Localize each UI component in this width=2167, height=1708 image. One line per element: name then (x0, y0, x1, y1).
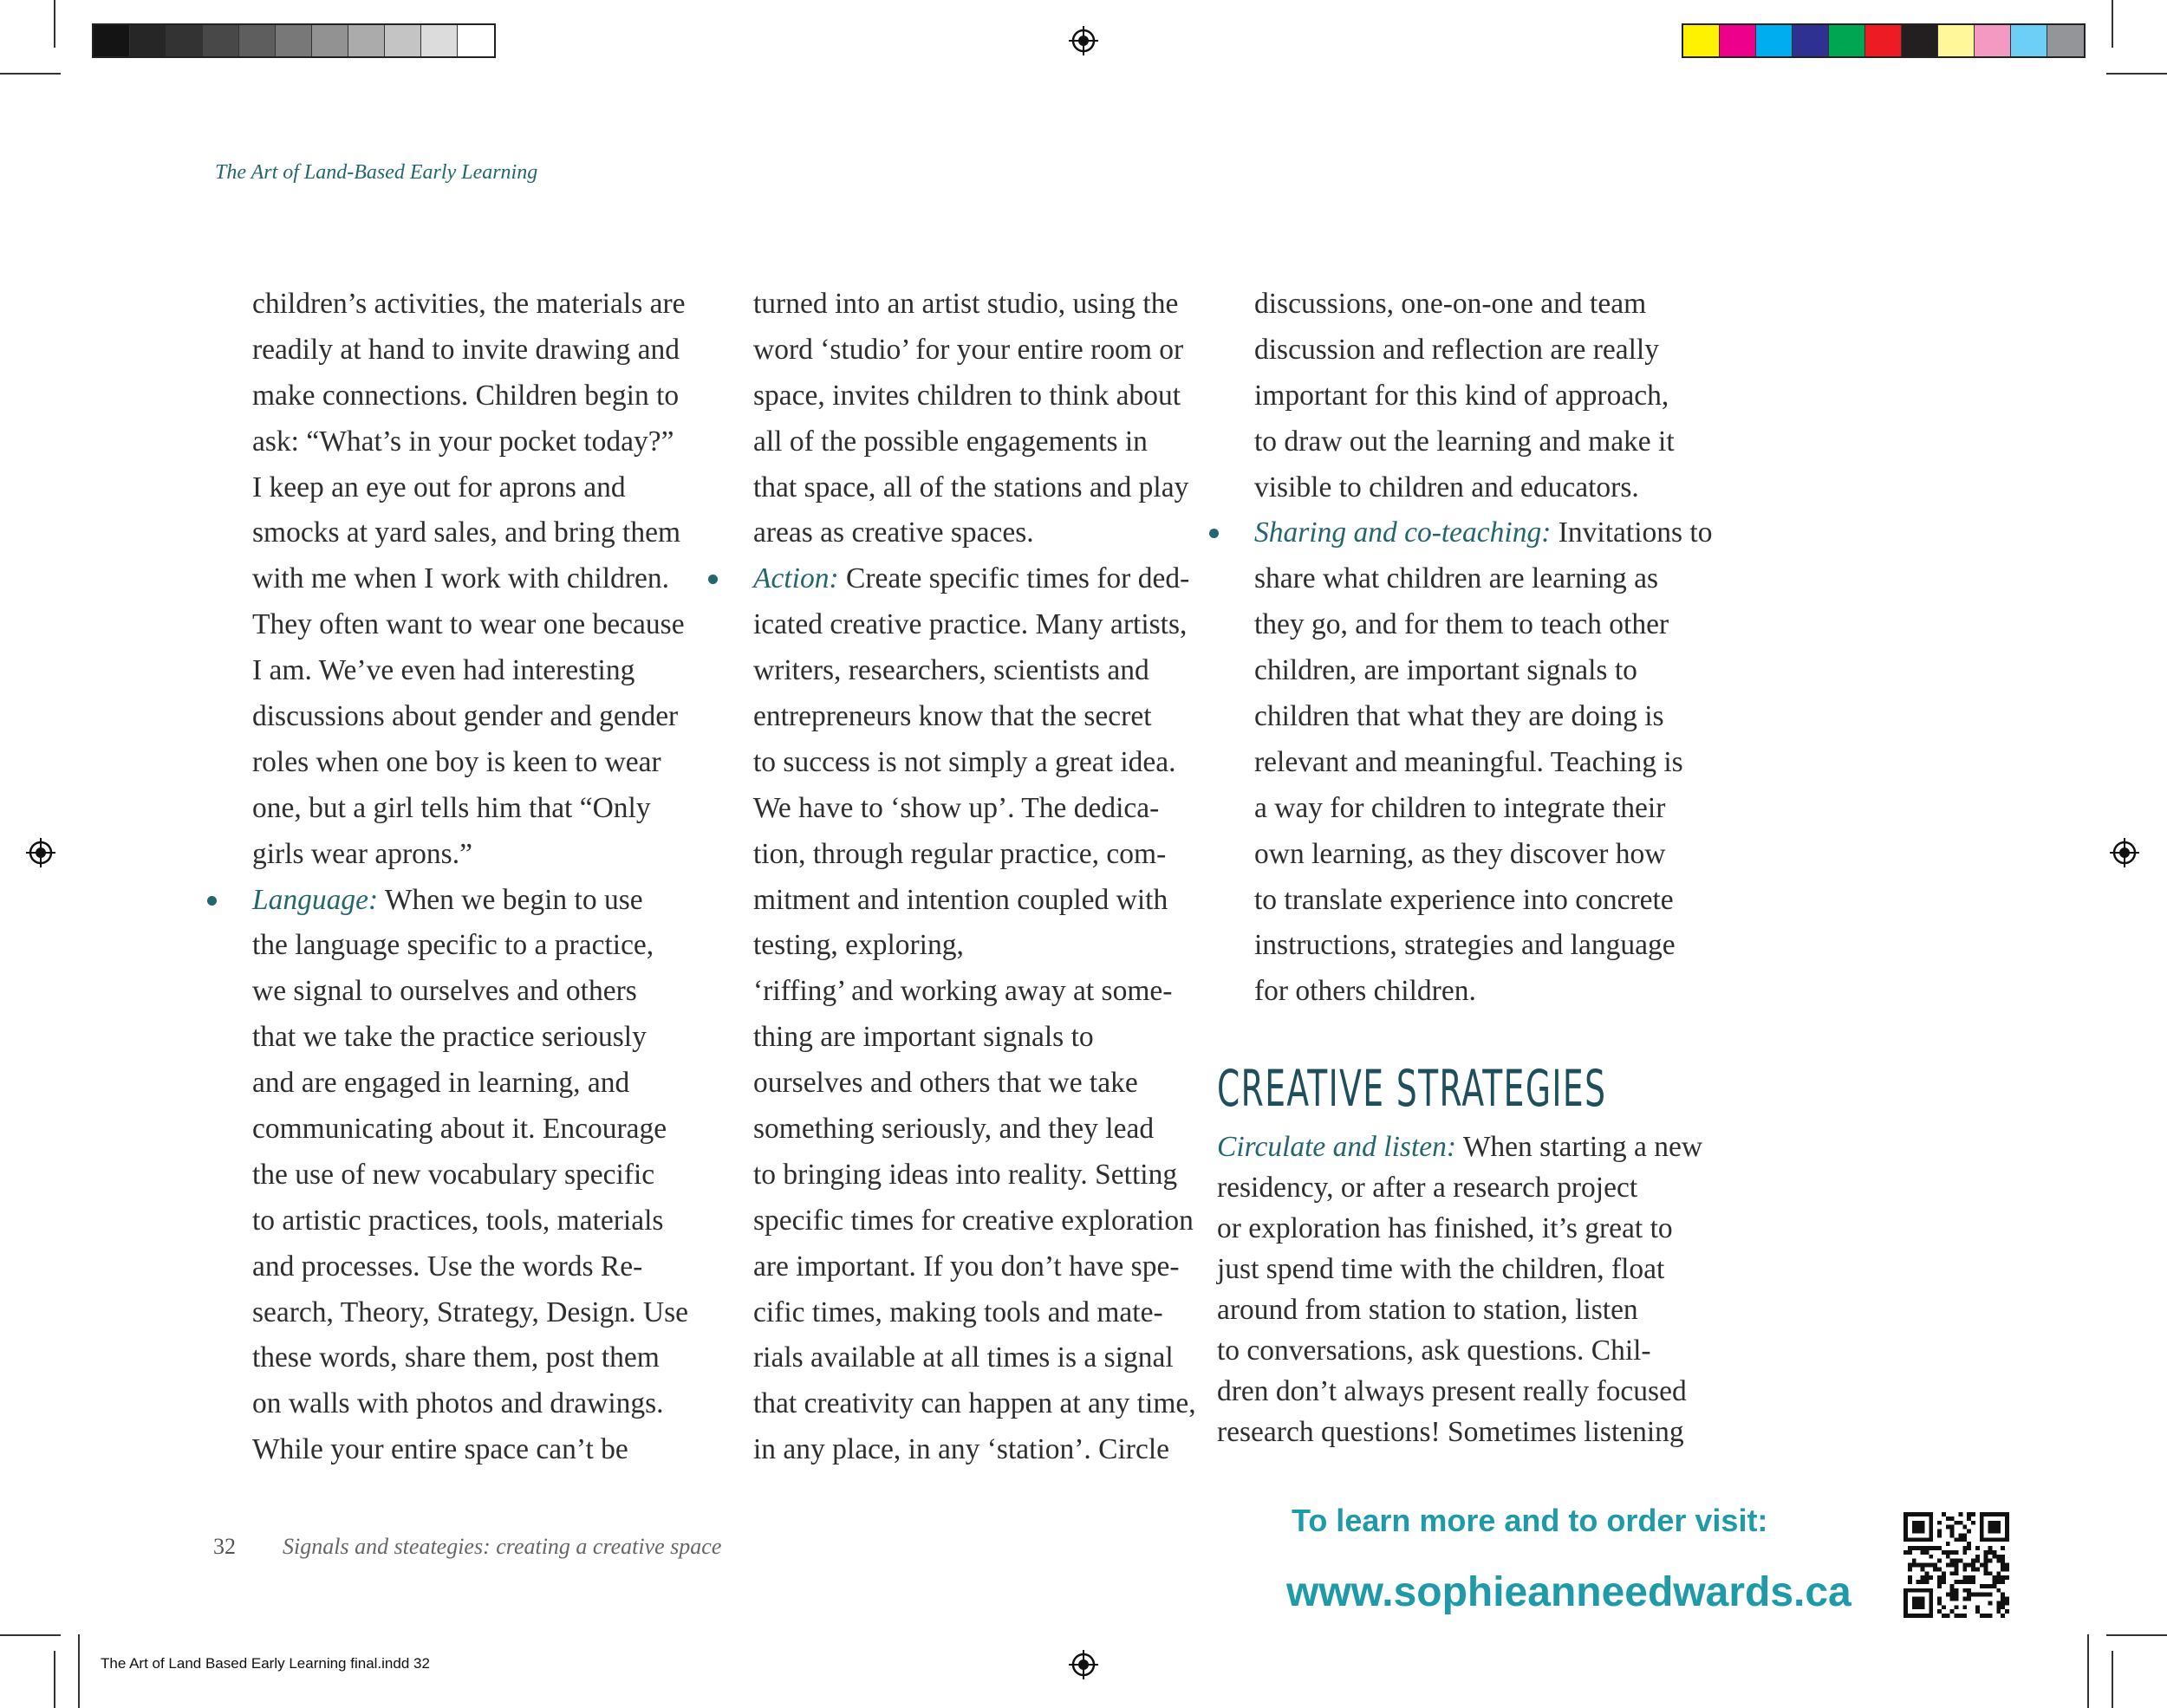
text-line: something seriously, and they lead (753, 1113, 1155, 1146)
text-line: own learning, as they discover how (1254, 837, 1666, 870)
crop-mark (54, 0, 55, 48)
text-line: thing are important signals to (753, 1021, 1094, 1054)
bullet-text: When we begin to use (378, 883, 643, 916)
text-line: that creativity can happen at any time, (753, 1387, 1196, 1420)
crop-mark (2106, 1634, 2167, 1636)
text-line: areas as creative spaces. (753, 516, 1034, 549)
text-line: the language specific to a practice, (252, 929, 654, 962)
gray-swatch (276, 25, 312, 56)
promo-text: To learn more and to order visit: (1292, 1503, 1768, 1538)
text-line: these words, share them, post them (252, 1341, 660, 1374)
text-line: They often want to wear one because (252, 608, 685, 641)
text-line: or exploration has finished, it’s great to (1217, 1212, 1673, 1244)
crop-mark (0, 1634, 61, 1636)
text-line: and processes. Use the words Re- (252, 1250, 643, 1283)
text-line: visible to children and educators. (1254, 471, 1639, 503)
bullet-item (1254, 510, 1713, 556)
text-line: with me when I work with children. (252, 562, 669, 595)
gray-swatch (348, 25, 385, 56)
text-line: discussions, one-on-one and team (1254, 288, 1647, 320)
text-line: discussion and reflection are really (1254, 333, 1659, 366)
text-line: communicating about it. Encourage (252, 1113, 667, 1146)
text-line: specific times for creative exploration (753, 1204, 1194, 1237)
bullet-lead: Language: (252, 883, 379, 916)
registration-mark-icon (26, 838, 55, 867)
text-line: entrepreneurs know that the secret (753, 700, 1152, 733)
text-line: that space, all of the stations and play (753, 471, 1189, 503)
color-swatch (1756, 25, 1793, 56)
text-line: We have to ‘show up’. The dedica- (753, 791, 1160, 824)
text-line: children, are important signals to (1254, 654, 1637, 687)
text-column-3 (1254, 282, 1713, 1015)
strategies-body (1217, 1127, 1702, 1452)
crop-mark (0, 73, 61, 75)
bullet-lead: Sharing and co-teaching: (1254, 516, 1552, 549)
running-head: The Art of Land-Based Early Learning (215, 161, 538, 184)
text-line: the use of new vocabulary specific (252, 1158, 655, 1191)
text-line: children that what they are doing is (1254, 700, 1664, 733)
text-line: readily at hand to invite drawing and (252, 333, 680, 366)
color-swatch (1793, 25, 1829, 56)
text-line: I am. We’ve even had interesting (252, 654, 635, 687)
text-line: children’s activities, the materials are (252, 288, 686, 320)
text-line: we signal to ourselves and others (252, 975, 637, 1008)
text-line (1217, 1127, 1702, 1167)
text-line: around from station to station, listen (1217, 1294, 1638, 1326)
text-line: smocks at yard sales, and bring them (252, 516, 681, 549)
text-line: While your entire space can’t be (252, 1433, 628, 1466)
color-swatch (2011, 25, 2047, 56)
strategy-text: When starting a new (1456, 1131, 1703, 1163)
text-line: rials available at all times is a signal (753, 1341, 1174, 1374)
gray-swatch (239, 25, 276, 56)
bullet-icon (708, 575, 718, 584)
text-line: make connections. Children begin to (252, 379, 680, 412)
text-line: to conversations, ask questions. Chil- (1217, 1335, 1651, 1367)
bullet-item (753, 556, 1196, 602)
footer-section-title: Signals and steategies: creating a creative space (283, 1534, 722, 1559)
color-swatch (1865, 25, 1902, 56)
text-line: cific times, making tools and mate- (753, 1296, 1163, 1328)
text-line: and are engaged in learning, and (252, 1067, 630, 1100)
bullet-icon (1209, 529, 1219, 538)
text-line: to success is not simply a great idea. (753, 745, 1176, 778)
qr-code-icon[interactable] (1903, 1512, 2009, 1618)
crop-mark (2112, 1651, 2113, 1708)
color-swatch (1829, 25, 1865, 56)
bullet-text: Create specific times for ded- (838, 562, 1190, 595)
page-number: 32 (213, 1534, 236, 1559)
registration-mark-icon (2110, 838, 2139, 867)
bullet-icon (207, 896, 217, 906)
file-slug: The Art of Land Based Early Learning final.indd 32 (101, 1655, 430, 1672)
text-column-1 (252, 282, 688, 1473)
gray-swatch (94, 25, 130, 56)
color-swatch (1720, 25, 1756, 56)
text-line: girls wear aprons.” (252, 837, 472, 870)
text-line: ‘riffing’ and working away at some- (753, 975, 1173, 1008)
text-line: I keep an eye out for aprons and (252, 471, 626, 503)
text-line: icated creative practice. Many artists, (753, 608, 1188, 641)
text-line: they go, and for them to teach other (1254, 608, 1669, 641)
text-line: are important. If you don’t have spe- (753, 1250, 1180, 1283)
crop-mark (2112, 0, 2113, 48)
text-line: to artistic practices, tools, materials (252, 1204, 664, 1237)
section-heading: CREATIVE STRATEGIES (1217, 1059, 1607, 1118)
registration-mark-icon (1069, 26, 1098, 55)
text-line: research questions! Sometimes listening (1217, 1416, 1684, 1448)
text-line: to translate experience into concrete (1254, 883, 1674, 916)
text-line: word ‘studio’ for your entire room or (753, 333, 1184, 366)
gray-swatch (203, 25, 239, 56)
grayscale-color-bar (92, 23, 496, 58)
text-line: testing, exploring, (753, 929, 964, 962)
text-line: to draw out the learning and make it (1254, 425, 1675, 458)
bullet-lead: Action: (753, 562, 839, 595)
text-line: space, invites children to think about (753, 379, 1181, 412)
text-line: ask: “What’s in your pocket today?” (252, 425, 674, 458)
text-line: that we take the practice seriously (252, 1021, 647, 1054)
color-swatch (1938, 25, 1975, 56)
crop-mark (78, 1634, 80, 1708)
text-line: instructions, strategies and language (1254, 929, 1676, 962)
gray-swatch (312, 25, 348, 56)
text-line: search, Theory, Strategy, Design. Use (252, 1296, 688, 1328)
color-swatch (2047, 25, 2084, 56)
strategy-lead: Circulate and listen: (1217, 1131, 1457, 1163)
crop-mark (54, 1651, 55, 1708)
gray-swatch (130, 25, 166, 56)
registration-mark-icon (1069, 1650, 1098, 1679)
text-line: writers, researchers, scientists and (753, 654, 1149, 687)
text-line: turned into an artist studio, using the (753, 288, 1179, 320)
crop-mark (2087, 1634, 2089, 1708)
gray-swatch (458, 25, 494, 56)
text-line: mitment and intention coupled with (753, 883, 1168, 916)
bullet-text: Invitations to (1551, 516, 1713, 549)
text-line: discussions about gender and gender (252, 700, 679, 733)
bullet-item (252, 878, 688, 924)
text-line: one, but a girl tells him that “Only (252, 791, 651, 824)
text-line: for others children. (1254, 975, 1476, 1008)
color-swatch (1683, 25, 1720, 56)
text-line: relevant and meaningful. Teaching is (1254, 745, 1683, 778)
text-line: all of the possible engagements in (753, 425, 1148, 458)
text-line: on walls with photos and drawings. (252, 1387, 664, 1420)
text-line: to bringing ideas into reality. Setting (753, 1158, 1178, 1191)
color-swatch (1975, 25, 2011, 56)
text-line: important for this kind of approach, (1254, 379, 1669, 412)
promo-url-link[interactable]: www.sophieanneedwards.ca (1286, 1569, 1851, 1615)
gray-swatch (421, 25, 458, 56)
text-line: tion, through regular practice, com- (753, 837, 1167, 870)
text-line: dren don’t always present really focused (1217, 1375, 1687, 1407)
text-line: roles when one boy is keen to wear (252, 745, 661, 778)
text-line: a way for children to integrate their (1254, 791, 1666, 824)
cmyk-color-bar (1682, 23, 2086, 58)
text-line: ourselves and others that we take (753, 1067, 1138, 1100)
crop-mark (2106, 73, 2167, 75)
text-line: in any place, in any ‘station’. Circle (753, 1433, 1170, 1466)
text-line: just spend time with the children, float (1217, 1253, 1665, 1285)
color-swatch (1902, 25, 1938, 56)
text-line: residency, or after a research project (1217, 1172, 1638, 1204)
gray-swatch (385, 25, 421, 56)
text-column-2 (753, 282, 1196, 1473)
text-line: share what children are learning as (1254, 562, 1658, 595)
gray-swatch (166, 25, 203, 56)
